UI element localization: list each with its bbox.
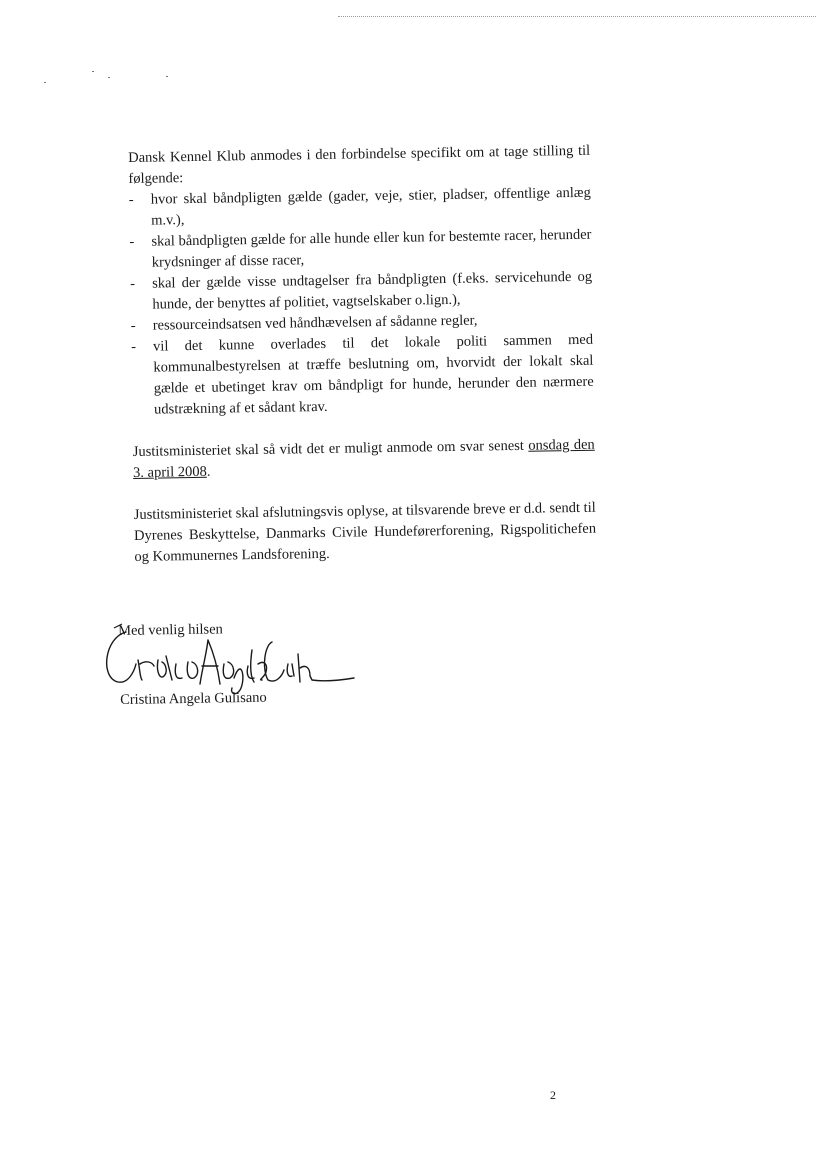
scan-speck: [92, 71, 94, 72]
scan-dotted-line: [338, 16, 816, 17]
intro-paragraph: Dansk Kennel Klub anmodes i den forbindelse specifikt om at tage stilling til følgende:: [128, 142, 591, 187]
handwritten-signature: [96, 620, 356, 700]
letter-body: [128, 141, 597, 568]
bullet-dash: -: [131, 338, 137, 355]
list-item: - vil det kunne overlades til det lokale politi sammen med kommunalbestyrelsen at træffe beslutning om, hvorvidt der lokalt skal gælde et ubetinget krav om båndpligt for hunde, herunder den nærmere udstrækning af et sådant krav.: [131, 331, 594, 418]
scan-speck: [108, 77, 110, 78]
bullet-dash: -: [130, 317, 136, 334]
final-paragraph: Justitsministeriet skal afslutningsvis oplyse, at tilsvarende breve er d.d. sendt til Dyrenes Beskyttelse, Danmarks Civile Hundeførerforening, Rigspolitichefen og Kommunernes Landsforening.: [133, 499, 597, 565]
scan-speck: [44, 82, 46, 83]
list-item: - ressourceindsatsen ved håndhævelsen af sådanne regler,: [131, 309, 593, 337]
deadline-date: onsdag den 3. april 2008: [132, 436, 595, 481]
list-item: - hvor skal båndpligten gælde (gader, veje, stier, pladser, offentlige anlæg m.v.),: [128, 184, 591, 229]
page-number: 2: [550, 1088, 556, 1102]
signer-name: Cristina Angela Gulisano: [120, 689, 267, 708]
deadline-paragraph: Justitsministeriet skal så vidt det er muligt anmode om svar senest onsdag den 3. april 2008.: [132, 436, 595, 481]
list-item: - skal båndpligten gælde for alle hunde eller kun for bestemte racer, herunder krydsninger af disse racer,: [129, 226, 592, 271]
bullet-dash: -: [130, 275, 136, 292]
question-list: [129, 183, 595, 421]
closing-line: Med venlig hilsen: [118, 621, 223, 639]
scan-speck: [166, 76, 168, 77]
list-item: - skal der gælde visse undtagelser fra båndpligten (f.eks. servicehunde og hunde, der benyttes af politiet, vagtselskaber o.lign.),: [130, 268, 593, 313]
bullet-dash: -: [128, 191, 134, 208]
bullet-dash: -: [129, 233, 135, 250]
